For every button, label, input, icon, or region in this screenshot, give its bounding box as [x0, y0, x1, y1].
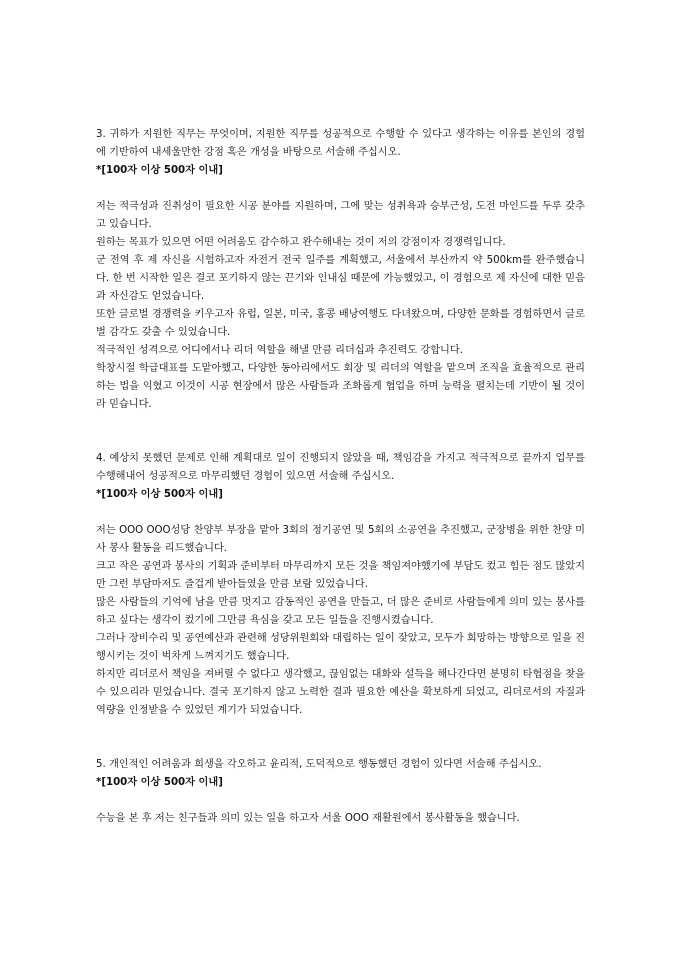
answer-paragraph: 학창시절 학급대표를 도맡아했고, 다양한 동아리에서도 회장 및 리더의 역할을 맡으며 조직을 효율적으로 관리하는 법을 익혔고 이것이 시공 현장에서 많은 사람들과 조화롭게 협업을 하며 능력을 펼치는데 기반이 될 것이라 믿습니다. — [96, 363, 585, 410]
answer-paragraph: 군 전역 후 제 자신을 시험하고자 자전거 전국 일주를 계획했고, 서울에서 부산까지 약 500km를 완주했습니다. 한 번 시작한 일은 결코 포기하지 않는 끈기와 인내심 때문에 가능했었고, 이 경험으로 제 자신에 대한 믿음과 자신감도 얻었습니다. — [96, 255, 585, 302]
answer-paragraph: 저는 OOO OOO성당 찬양부 부장을 맡아 3회의 정기공연 및 5회의 소공연을 추진했고, 군장병을 위한 찬양 미사 봉사 활동을 리드했습니다. — [96, 525, 585, 554]
answer-paragraph: 또한 글로벌 경쟁력을 키우고자 유럽, 일본, 미국, 홍콩 배낭여행도 다녀왔으며, 다양한 문화를 경험하면서 글로벌 감각도 갖출 수 있었습니다. — [96, 309, 585, 338]
answer-paragraph: 많은 사람들의 기억에 남을 만큼 멋지고 감동적인 공연을 만들고, 더 많은 준비로 사람들에게 의미 있는 봉사를 하고 싶다는 생각이 컸기에 그만큼 욕심을 갖고 모든 일들을 진행시켰습니다. — [96, 597, 585, 626]
question-5-answer — [96, 810, 585, 828]
question-3-length-note: *[100자 이상 500자 이내] — [96, 165, 223, 176]
answer-paragraph: 저는 적극성과 진취성이 필요한 시공 분야를 지원하며, 그에 맞는 성취욕과 승부근성, 도전 마인드를 두루 갖추고 있습니다. — [96, 201, 585, 230]
answer-paragraph: 그러나 장비수리 및 공연예산과 관련해 성당위원회와 대립하는 일이 잦았고, 모두가 희망하는 방향으로 일을 진행시키는 것이 벅차게 느껴지기도 했습니다. — [96, 633, 585, 662]
question-4-prompt: 4. 예상치 못했던 문제로 인해 계획대로 일이 진행되지 않았을 때, 책임감을 가지고 적극적으로 끝까지 업무를 수행해내어 성공적으로 마무리했던 경험이 있으면 서술해 주십시오. — [96, 453, 585, 482]
answer-paragraph: 원하는 목표가 있으면 어떤 어려움도 감수하고 완수해내는 것이 저의 강점이자 경쟁력입니다. — [96, 237, 506, 248]
answer-paragraph: 하지만 리더로서 책임을 져버릴 수 없다고 생각했고, 끊임없는 대화와 설득을 해나간다면 분명히 타협점을 찾을 수 있으리라 믿었습니다. 결국 포기하지 않고 노력한 결과 필요한 예산을 확보하게 되었고, 리더로서의 자질과 역량을 인정받을 수 있었던 계기가 되었습니다. — [96, 669, 585, 716]
answer-paragraph: 크고 작은 공연과 봉사의 기획과 준비부터 마무리까지 모든 것을 책임져야했기에 부담도 컸고 힘든 점도 많았지만 그런 부담마저도 즐겁게 받아들였을 만큼 보람 있었습니다. — [96, 561, 585, 590]
question-5-section — [96, 756, 585, 828]
answer-paragraph: 수능을 본 후 저는 친구들과 의미 있는 일을 하고자 서울 OOO 재활원에서 봉사활동을 했습니다. — [96, 813, 520, 824]
question-5-length-note: *[100자 이상 500자 이내] — [96, 777, 223, 788]
answer-paragraph: 적극적인 성격으로 어디에서나 리더 역할을 해낼 만큼 리더십과 추진력도 강합니다. — [96, 345, 463, 356]
question-4-length-note: *[100자 이상 500자 이내] — [96, 489, 223, 500]
question-5-prompt: 5. 개인적인 어려움과 희생을 각오하고 윤리적, 도덕적으로 행동했던 경험이 있다면 서술해 주십시오. — [96, 759, 542, 770]
section-spacer — [96, 414, 585, 450]
question-4-answer — [96, 522, 585, 720]
question-3-answer — [96, 198, 585, 414]
question-4-section — [96, 450, 585, 720]
section-spacer — [96, 720, 585, 756]
question-3-prompt: 3. 귀하가 지원한 직무는 무엇이며, 지원한 직무를 성공적으로 수행할 수 있다고 생각하는 이유를 본인의 경험에 기반하여 내세울만한 강점 혹은 개성을 바탕으로 서술해 주십시오. — [96, 129, 585, 158]
question-3-section — [96, 126, 585, 414]
